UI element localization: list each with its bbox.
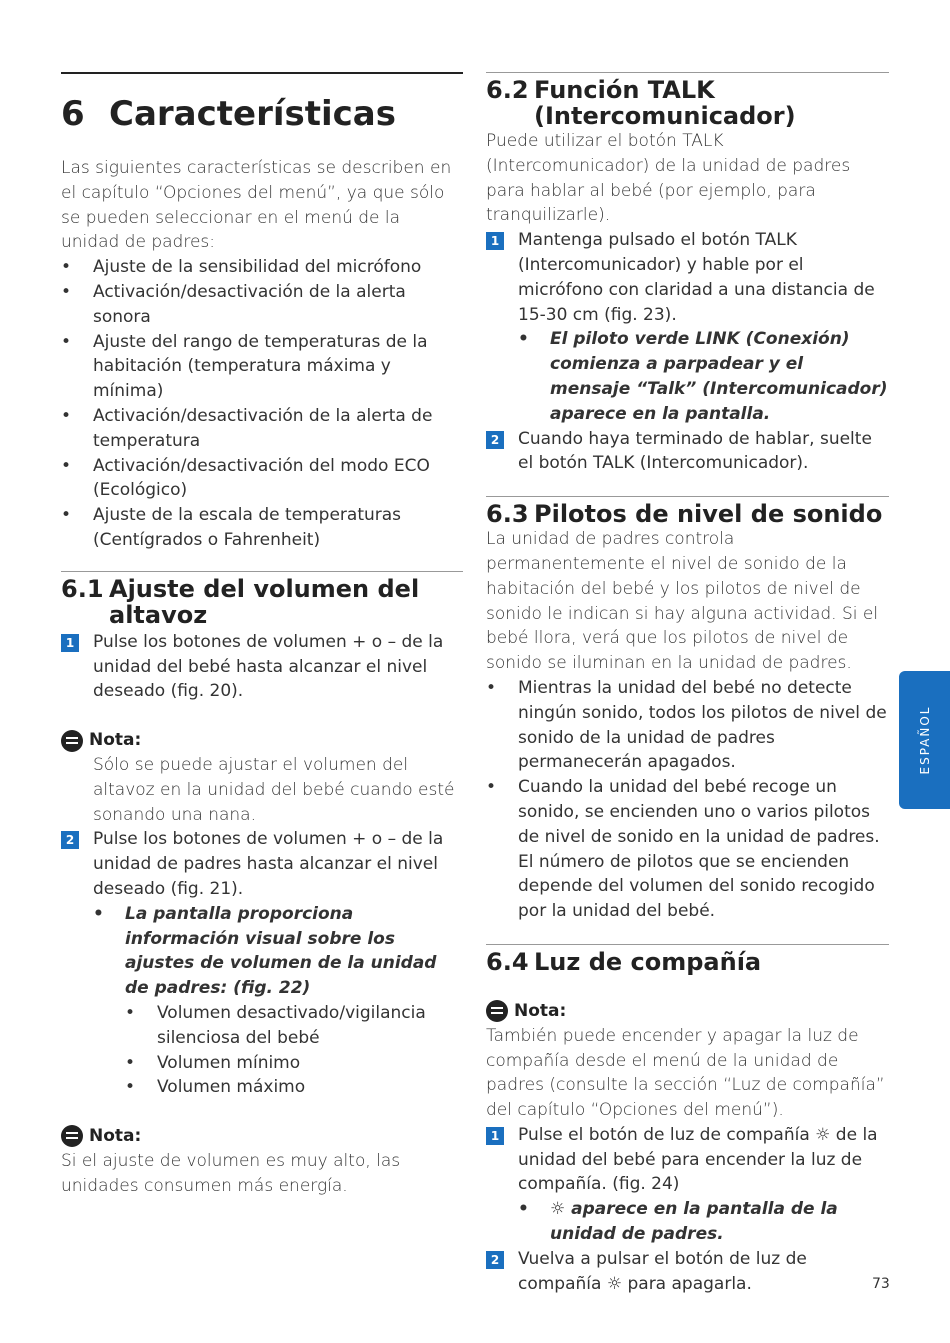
step-2 bbox=[486, 427, 889, 477]
note-icon bbox=[61, 1125, 83, 1147]
note-text: Si el ajuste de volumen es muy alto, las unidades consumen más energía. bbox=[61, 1150, 401, 1196]
section-number: 6.3 bbox=[486, 500, 529, 529]
section-intro: La unidad de padres controla permanentemente el nivel de sonido de la habitación del bebé y los pilotos de nivel de sonido le indican si hay alguna actividad. Si el bebé llora, verá que los pilotos de nivel de sonido se iluminan en la unidad de padres. bbox=[486, 529, 879, 674]
section-6-4-heading bbox=[486, 949, 889, 975]
result-item: • ☼ aparece en la pantalla de la unidad de padres. bbox=[518, 1197, 889, 1247]
result-list bbox=[486, 1197, 889, 1247]
note-heading bbox=[61, 1124, 463, 1149]
language-tab-label: ESPAÑOL bbox=[917, 705, 932, 775]
section-6-1-heading bbox=[61, 576, 463, 628]
note-heading bbox=[486, 999, 889, 1024]
step-number-badge: 1 bbox=[61, 634, 79, 652]
volume-options-list bbox=[61, 1001, 463, 1100]
section-intro: Puede utilizar el botón TALK (Intercomunicador) de la unidad de padres para hablar al bebé (por ejemplo, para tranquilizarle). bbox=[486, 131, 851, 226]
step-text: Pulse el botón de luz de compañía ☼ de la unidad del bebé para encender la luz de compañía. (fig. 24) bbox=[518, 1124, 878, 1195]
section-title: Pilotos de nivel de sonido bbox=[534, 500, 883, 529]
note-label: Nota: bbox=[89, 1126, 142, 1147]
section-title: Ajuste del volumen del altavoz bbox=[109, 574, 420, 629]
note-icon bbox=[486, 1000, 508, 1022]
step-number-badge: 1 bbox=[486, 232, 504, 250]
step-number-badge: 2 bbox=[61, 831, 79, 849]
list-item: • Ajuste de la sensibilidad del micrófono bbox=[61, 255, 463, 280]
right-column bbox=[486, 72, 889, 1296]
result-item: • La pantalla proporciona información visual sobre los ajustes de volumen de la unidad de padres: (fig. 22) bbox=[93, 902, 463, 1001]
step-text: Vuelva a pulsar el botón de luz de compañía ☼ para apagarla. bbox=[518, 1248, 807, 1294]
note-icon bbox=[61, 730, 83, 752]
step-text: Mantenga pulsado el botón TALK (Intercomunicador) y hable por el micrófono con claridad a una distancia de 15-30 cm (fig. 23). bbox=[518, 230, 875, 325]
step-text: Pulse los botones de volumen + o – de la unidad de padres hasta alcanzar el nivel deseado (fig. 21). bbox=[93, 829, 444, 899]
list-item: • Cuando la unidad del bebé recoge un sonido, se encienden uno o varios pilotos de nivel de sonido en la unidad de padres. El número de pilotos que se encienden depende del volumen del sonido recogido por la unidad del bebé. bbox=[486, 775, 889, 924]
section-number: 6.2 bbox=[486, 76, 529, 104]
page-number: 73 bbox=[872, 1276, 890, 1292]
step-2 bbox=[486, 1247, 889, 1297]
note-block bbox=[61, 728, 463, 827]
list-item: • Activación/desactivación de la alerta de temperatura bbox=[61, 404, 463, 454]
step-text: Cuando haya terminado de hablar, suelte el botón TALK (Intercomunicador). bbox=[518, 428, 872, 474]
bullet-list bbox=[486, 676, 889, 924]
step-number-badge: 1 bbox=[486, 1127, 504, 1145]
language-tab bbox=[899, 671, 950, 809]
result-list bbox=[61, 902, 463, 1001]
list-item: • Volumen máximo bbox=[125, 1075, 463, 1100]
step-text: Pulse los botones de volumen + o – de la unidad del bebé hasta alcanzar el nivel deseado (fig. 20). bbox=[93, 631, 444, 702]
section-6-3-heading bbox=[486, 501, 889, 527]
note-heading bbox=[61, 728, 463, 753]
result-item: • El piloto verde LINK (Conexión) comienza a parpadear y el mensaje “Talk” (Intercomunicador) aparece en la pantalla. bbox=[518, 327, 889, 426]
list-item: • Activación/desactivación de la alerta sonora bbox=[61, 280, 463, 330]
list-item: • Activación/desactivación del modo ECO (Ecológico) bbox=[61, 454, 463, 504]
list-item: • Volumen desactivado/vigilancia silenciosa del bebé bbox=[125, 1001, 463, 1051]
note-block bbox=[486, 999, 889, 1123]
section-rule bbox=[61, 571, 463, 572]
note-label: Nota: bbox=[89, 730, 142, 751]
result-list bbox=[486, 327, 889, 426]
list-item: • Ajuste de la escala de temperaturas (Centígrados o Fahrenheit) bbox=[61, 503, 463, 553]
step-number-badge: 2 bbox=[486, 1251, 504, 1269]
chapter-heading bbox=[61, 94, 463, 134]
note-text: Sólo se puede ajustar el volumen del altavoz en la unidad del bebé cuando esté sonando una nana. bbox=[93, 754, 455, 825]
step-1 bbox=[61, 630, 463, 704]
section-title: Función TALK (Intercomunicador) bbox=[534, 76, 796, 130]
intro-bullet-list bbox=[61, 255, 463, 553]
step-1 bbox=[486, 228, 889, 327]
section-rule bbox=[486, 944, 889, 945]
intro-paragraph: Las siguientes características se describen en el capítulo “Opciones del menú”, ya que sólo se pueden seleccionar en el menú de la unidad de padres: bbox=[61, 158, 452, 253]
section-6-2-heading bbox=[486, 77, 889, 129]
note-text: También puede encender y apagar la luz de compañía desde el menú de la unidad de padres (consulte la sección “Luz de compañía” del capítulo “Opciones del menú”). bbox=[486, 1025, 885, 1121]
step-2 bbox=[61, 827, 463, 901]
list-item: • Volumen mínimo bbox=[125, 1051, 463, 1076]
section-number: 6.1 bbox=[61, 574, 104, 603]
chapter-rule bbox=[61, 72, 463, 74]
chapter-title: Características bbox=[109, 94, 396, 134]
section-title: Luz de compañía bbox=[534, 947, 762, 976]
step-number-badge: 2 bbox=[486, 431, 504, 449]
chapter-number: 6 bbox=[61, 94, 85, 134]
section-rule bbox=[486, 496, 889, 497]
section-rule bbox=[486, 72, 889, 73]
step-1 bbox=[486, 1123, 889, 1197]
note-block bbox=[61, 1124, 463, 1198]
left-column bbox=[61, 72, 463, 1198]
list-item: • Ajuste del rango de temperaturas de la habitación (temperatura máxima y mínima) bbox=[61, 330, 463, 404]
note-label: Nota: bbox=[514, 1000, 567, 1021]
list-item: • Mientras la unidad del bebé no detecte ningún sonido, todos los pilotos de nivel de sonido de la unidad de padres permanecerán apagados. bbox=[486, 676, 889, 775]
section-number: 6.4 bbox=[486, 947, 529, 976]
